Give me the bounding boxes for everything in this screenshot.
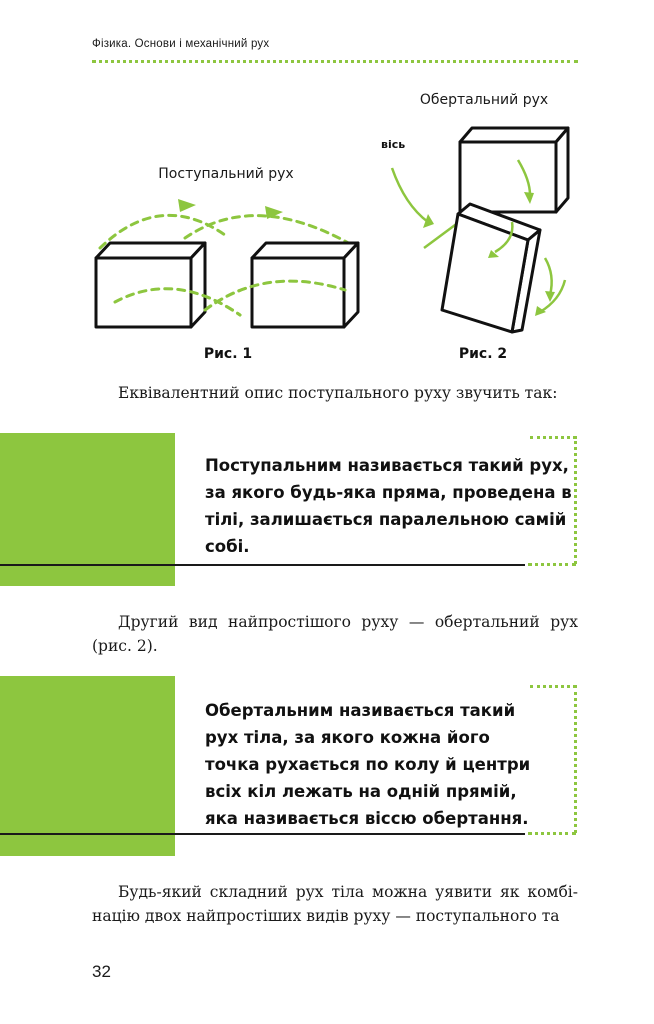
paragraph-rotational-motion: Другий вид найпростішого руху — обертальний рух (рис. 2). — [92, 613, 578, 655]
fig2-caption: Рис. 2 — [458, 346, 508, 362]
fig1-caption: Рис. 1 — [203, 346, 253, 362]
page-number: 32 — [92, 962, 111, 981]
fig2-title: Обертальний рух — [419, 92, 549, 108]
definition-1-dotted-top — [530, 436, 576, 439]
definition-1-underline — [0, 564, 525, 566]
definition-1-dotted-bottom — [528, 563, 576, 566]
definition-2-dotted-top — [530, 685, 576, 688]
definition-2-text: Обертальним називається такий рух тіла, за якого кожна його точка рухається по колу й центри всіх кіл лежать на одній прямій, яка називається віссю обертання. — [205, 701, 531, 828]
definition-2-accent-block — [0, 676, 175, 856]
definition-2-dotted-bottom — [528, 832, 576, 835]
paragraph-equivalent-description: Еквівалентний опис поступального руху звучить так: — [118, 384, 558, 402]
fig1-box-right — [252, 243, 358, 327]
fig1-box-left — [96, 243, 205, 327]
fig2-axis-label: вісь — [381, 138, 406, 151]
fig2-box-top — [460, 128, 568, 212]
definition-2-underline — [0, 833, 525, 835]
running-header: Фізика. Основи і механічний рух — [92, 38, 270, 50]
fig2-box-rotated — [442, 204, 540, 332]
definition-2-dotted-side — [574, 685, 577, 833]
paragraph-complex-motion: Будь-який складний рух тіла можна уявити як комбінацію двох найпростіших видів руху — поступального та — [92, 883, 578, 925]
fig1-title: Поступальний рух — [158, 166, 294, 182]
figures-illustration — [0, 0, 654, 370]
definition-1-text: Поступальним називається такий рух, за якого будь-яка пряма, проведена в тілі, залишається паралельною самій собі. — [205, 456, 572, 556]
